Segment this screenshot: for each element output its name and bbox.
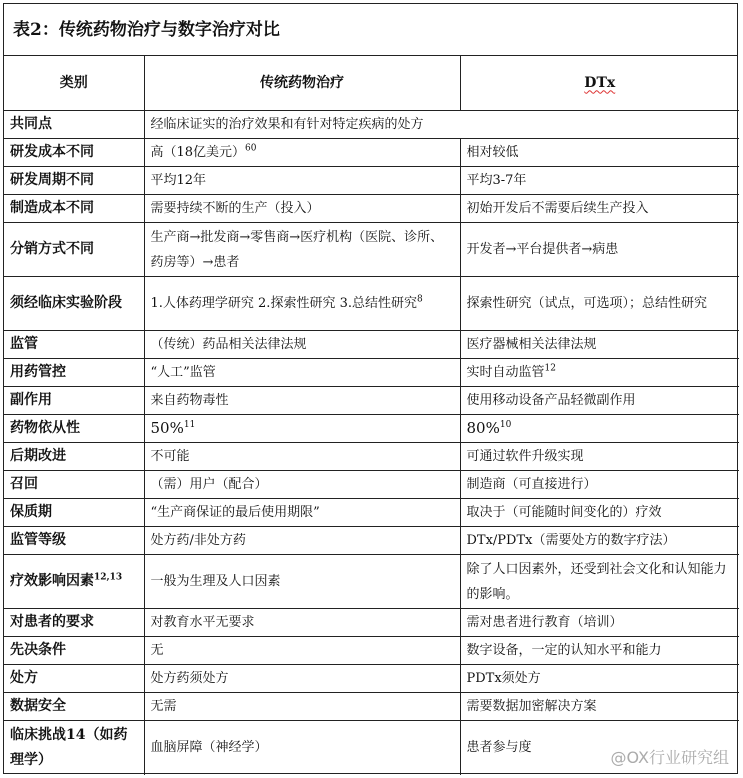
cell-text: 平均12年 (150, 173, 207, 188)
row-category-label: 须经临床实验阶段 (10, 295, 122, 311)
cell-text: 生产商→批发商→零售商→医疗机构（医院、诊所、药房等）→患者 (150, 229, 444, 270)
row-category (4, 527, 144, 555)
row-traditional-value (144, 499, 460, 527)
cell-text: 不可能 (150, 449, 190, 464)
row-category-label: 对患者的要求 (10, 614, 94, 630)
cell-text: 来自药物毒性 (150, 393, 229, 408)
row-category (4, 637, 144, 665)
row-traditional-value (144, 555, 460, 609)
table-row (4, 555, 739, 609)
row-category (4, 223, 144, 277)
table-caption: 表2：传统药物治疗与数字治疗对比 (4, 4, 737, 56)
row-category-label: 共同点 (10, 116, 52, 132)
footnote-ref: 60 (245, 143, 257, 154)
table-row (4, 331, 739, 359)
cell-text: 实时自动监管 (466, 365, 545, 380)
row-dtx-value (460, 331, 739, 359)
table-row (4, 609, 739, 637)
row-category (4, 195, 144, 223)
row-traditional-value (144, 665, 460, 693)
table-row (4, 499, 739, 527)
row-category (4, 609, 144, 637)
row-traditional-value (144, 387, 460, 415)
table-row (4, 693, 739, 721)
row-traditional-value (144, 443, 460, 471)
row-dtx-value (460, 195, 739, 223)
table-header-row (4, 56, 739, 111)
row-category (4, 665, 144, 693)
row-dtx-value (460, 359, 739, 387)
row-category-label: 监管等级 (10, 532, 66, 548)
row-dtx-value (460, 139, 739, 167)
footnote-ref: 8 (416, 294, 423, 305)
table-row (4, 111, 739, 139)
row-category-label: 监管 (10, 336, 38, 352)
row-traditional-value (144, 167, 460, 195)
table-row (4, 471, 739, 499)
row-category (4, 111, 144, 139)
row-dtx-value (460, 609, 739, 637)
header-traditional: 传统药物治疗 (144, 56, 460, 111)
row-category (4, 443, 144, 471)
row-category (4, 471, 144, 499)
table-row (4, 527, 739, 555)
row-category-label: 研发成本不同 (10, 144, 94, 160)
cell-text: 数字设备，一定的认知水平和能力 (466, 643, 662, 658)
row-traditional-value (144, 139, 460, 167)
row-dtx-value (460, 387, 739, 415)
table-row (4, 277, 739, 331)
cell-text: 取决于（可能随时间变化的）疗效 (466, 505, 662, 520)
row-category-label: 数据安全 (10, 698, 66, 714)
row-category-label: 先决条件 (10, 642, 66, 658)
cell-text: 1.人体药理学研究 2.探索性研究 3.总结性研究 (150, 296, 417, 311)
table-row (4, 167, 739, 195)
row-dtx-value (460, 471, 739, 499)
cell-text: PDTx须处方 (466, 671, 541, 686)
cell-text: 80% (466, 419, 500, 437)
row-traditional-value (144, 693, 460, 721)
row-traditional-value (144, 721, 460, 775)
cell-text: 处方药/非处方药 (150, 533, 246, 548)
cell-text: 处方药须处方 (150, 671, 229, 686)
table-row (4, 359, 739, 387)
row-category-label: 处方 (10, 670, 38, 686)
cell-text: 开发者→平台提供者→病患 (466, 242, 619, 257)
cell-text: 高（18亿美元） (150, 145, 246, 160)
row-traditional-value (144, 331, 460, 359)
row-dtx-value (460, 693, 739, 721)
row-category-label: 召回 (10, 476, 38, 492)
footnote-ref: 12,13 (94, 572, 123, 583)
row-category-label: 后期改进 (10, 448, 66, 464)
row-dtx-value (460, 443, 739, 471)
row-category-label: 分销方式不同 (10, 241, 94, 257)
cell-text: 初始开发后不需要后续生产投入 (466, 201, 649, 216)
row-category (4, 387, 144, 415)
cell-text: 对教育水平无要求 (150, 615, 255, 630)
row-category-label: 用药管控 (10, 364, 66, 380)
table-row (4, 223, 739, 277)
cell-text: 血脑屏障（神经学） (150, 740, 268, 756)
table-row (4, 415, 739, 443)
row-category-label: 副作用 (10, 392, 52, 408)
row-traditional-value (144, 527, 460, 555)
row-category (4, 555, 144, 609)
row-dtx-value (460, 499, 739, 527)
row-category-label: 疗效影响因素 (10, 573, 94, 589)
cell-text: 平均3-7年 (466, 173, 527, 188)
row-traditional-value (144, 195, 460, 223)
row-dtx-value (460, 167, 739, 195)
header-category: 类别 (4, 56, 144, 111)
row-dtx-value (460, 665, 739, 693)
cell-text: 需对患者进行教育（培训） (466, 615, 623, 630)
row-traditional-value (144, 471, 460, 499)
row-traditional-value (144, 223, 460, 277)
cell-text: 制造商（可直接进行） (466, 477, 597, 492)
row-category (4, 139, 144, 167)
cell-text: “生产商保证的最后使用期限” (150, 505, 320, 520)
row-traditional-value (144, 637, 460, 665)
cell-text: 可通过软件升级实现 (466, 449, 584, 464)
row-category-label: 制造成本不同 (10, 200, 94, 216)
cell-text: （需）用户（配合） (150, 477, 268, 492)
row-traditional-value (144, 415, 460, 443)
row-category (4, 693, 144, 721)
cell-text: （传统）药品相关法律法规 (150, 337, 307, 352)
table-body (4, 111, 739, 775)
table-row (4, 195, 739, 223)
row-dtx-value (460, 527, 739, 555)
table-row (4, 637, 739, 665)
cell-text: 使用移动设备产品轻微副作用 (466, 393, 636, 408)
row-dtx-value (460, 555, 739, 609)
cell-text: 无需 (150, 699, 177, 714)
row-category-label: 临床挑战14（如药理学） (10, 726, 128, 768)
footnote-ref: 12 (544, 363, 556, 374)
table-row (4, 443, 739, 471)
table-row (4, 665, 739, 693)
row-traditional-value (144, 609, 460, 637)
cell-text: “人工”监管 (150, 365, 216, 380)
row-dtx-value (460, 223, 739, 277)
cell-text: 需要持续不断的生产（投入） (150, 201, 320, 216)
cell-text: 探索性研究（试点，可选项）；总结性研究 (466, 296, 708, 311)
cell-text: 相对较低 (466, 145, 519, 160)
footnote-ref: 11 (183, 420, 196, 430)
cell-text: 无 (150, 643, 164, 658)
row-traditional-value (144, 277, 460, 331)
table-row (4, 139, 739, 167)
row-category-label: 研发周期不同 (10, 172, 94, 188)
row-dtx-value (460, 415, 739, 443)
row-category (4, 415, 144, 443)
row-category (4, 331, 144, 359)
watermark-text: @OX行业研究组 (610, 748, 729, 767)
cell-text: 医疗器械相关法律法规 (466, 337, 597, 352)
row-category-label: 保质期 (10, 504, 52, 520)
cell-text: 患者参与度 (466, 740, 532, 756)
row-traditional-value (144, 359, 460, 387)
row-dtx-value (460, 637, 739, 665)
cell-text: 除了人口因素外，还受到社会文化和认知能力的影响。 (466, 561, 727, 602)
comparison-table-frame (3, 3, 738, 774)
cell-text: 一般为生理及人口因素 (150, 574, 281, 589)
row-category (4, 277, 144, 331)
row-category (4, 167, 144, 195)
comparison-table (4, 56, 739, 775)
row-dtx-value (460, 277, 739, 331)
row-category (4, 721, 144, 775)
footnote-ref: 10 (499, 420, 512, 430)
cell-text: 50% (150, 419, 184, 437)
cell-text: DTx/PDTx（需要处方的数字疗法） (466, 533, 676, 548)
row-shared-value: 经临床证实的治疗效果和有针对特定疾病的处方 (144, 111, 739, 139)
header-dtx: DTx (460, 56, 739, 111)
row-category (4, 359, 144, 387)
row-category (4, 499, 144, 527)
table-row (4, 387, 739, 415)
cell-text: 需要数据加密解决方案 (466, 699, 597, 714)
row-category-label: 药物依从性 (10, 420, 80, 436)
